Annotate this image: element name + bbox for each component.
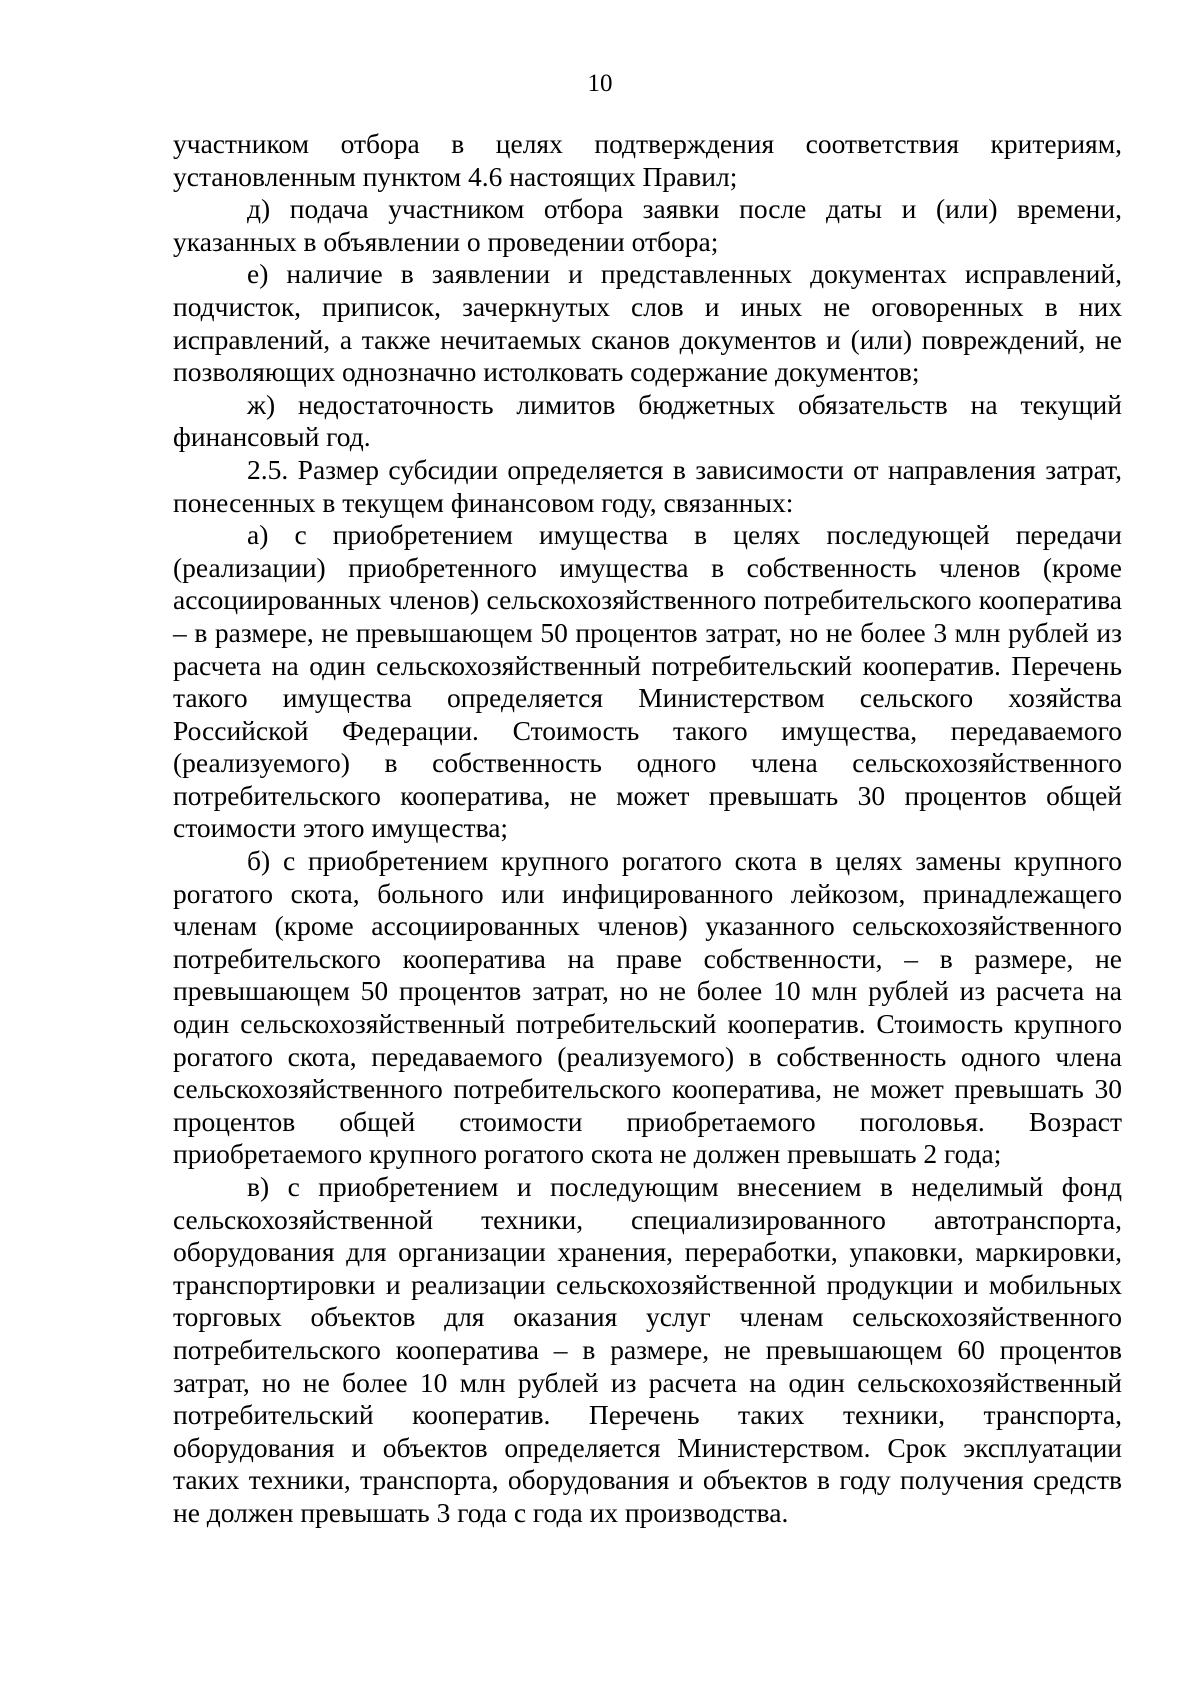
paragraph-item-v: в) с приобретением и последующим внесением в неделимый фонд сельскохозяйственной техники, специализированного автотранспорта, оборудования для организации хранения, переработки, упаковки, маркировки, транспортировки и реализации сельскохозяйственной продукции и мобильных торговых объектов для оказания услуг членам сельскохозяйственного потребительского кооператива – в размере, не превышающем 60 процентов затрат, но не более 10 млн рублей из расчета на один сельскохозяйственный потребительский кооператив. Перечень таких техники, транспорта, оборудования и объектов определяется Министерством. Срок эксплуатации таких техники, транспорта, оборудования и объектов в году получения средств не должен превышать 3 года с года их производства. [173, 1171, 1122, 1528]
paragraph-continuation: участником отбора в целях подтверждения соответствия критериям, установленным пунктом 4.6 настоящих Правил; [173, 128, 1122, 192]
paragraph-item-zh: ж) недостаточность лимитов бюджетных обязательств на текущий финансовый год. [173, 388, 1122, 453]
document-body [173, 128, 1122, 1530]
paragraph-item-e: е) наличие в заявлении и представленных документах исправлений, подчисток, приписок, зачеркнутых слов и иных не оговоренных в них исправлений, а также нечитаемых сканов документов и (или) повреждений, не позволяющих однозначно истолковать содержание документов; [173, 258, 1122, 388]
paragraph-item-a: а) с приобретением имущества в целях последующей передачи (реализации) приобретенного имущества в собственность членов (кроме ассоциированных членов) сельскохозяйственного потребительского кооператива – в размере, не превышающем 50 процентов затрат, но не более 3 млн рублей из расчета на один сельскохозяйственный потребительский кооператив. Перечень такого имущества определяется Министерством сельского хозяйства Российской Федерации. Стоимость такого имущества, передаваемого (реализуемого) в собственность одного члена сельскохозяйственного потребительского кооператива, не может превышать 30 процентов общей стоимости этого имущества; [173, 519, 1122, 844]
page-number: 10 [587, 70, 613, 97]
paragraph-2-5: 2.5. Размер субсидии определяется в зависимости от направления затрат, понесенных в текущем финансовом году, связанных: [173, 453, 1122, 518]
paragraph-item-d: д) подача участником отбора заявки после даты и (или) времени, указанных в объявлении о проведении отбора; [173, 193, 1122, 257]
paragraph-item-b: б) с приобретением крупного рогатого скота в целях замены крупного рогатого скота, больного или инфицированного лейкозом, принадлежащего членам (кроме ассоциированных членов) указанного сельскохозяйственного потребительского кооператива на праве собственности, – в размере, не превышающем 50 процентов затрат, но не более 10 млн рублей из расчета на один сельскохозяйственный потребительский кооператив. Стоимость крупного рогатого скота, передаваемого (реализуемого) в собственность одного члена сельскохозяйственного потребительского кооператива, не может превышать 30 процентов общей стоимости приобретаемого поголовья. Возраст приобретаемого крупного рогатого скота не должен превышать 2 года; [173, 845, 1122, 1170]
